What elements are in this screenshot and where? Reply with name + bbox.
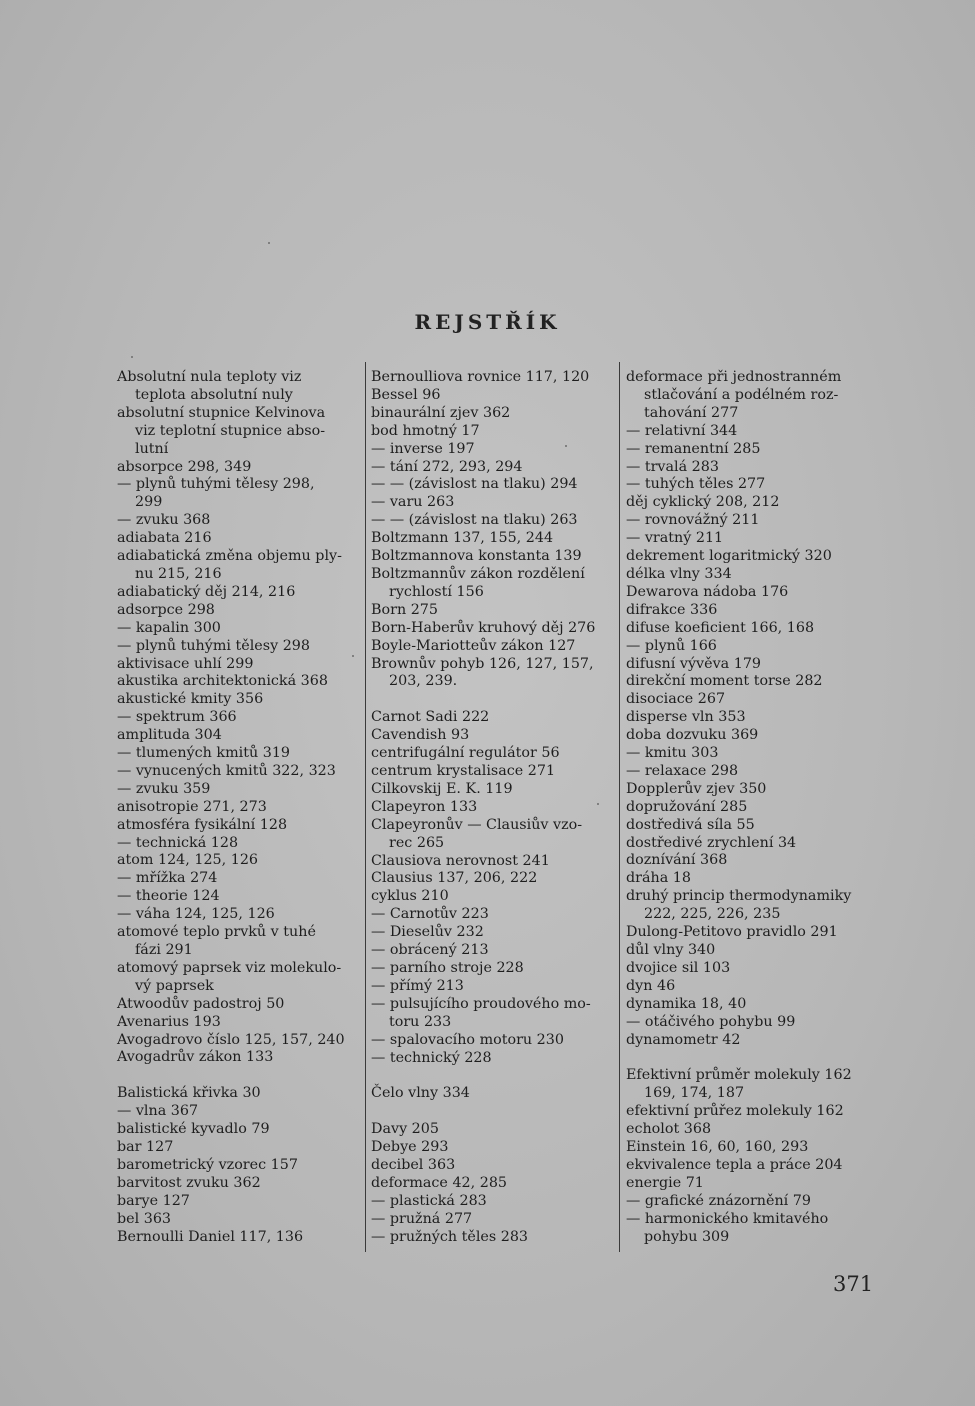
index-entry bbox=[626, 996, 870, 1014]
index-entry bbox=[117, 1103, 357, 1121]
index-entry-continuation: tahování 277 bbox=[644, 404, 739, 421]
index-entry bbox=[371, 727, 614, 745]
index-entry-text: Born-Haberův kruhový děj 276 bbox=[371, 619, 596, 636]
index-entry bbox=[371, 494, 614, 512]
index-entry bbox=[626, 1211, 870, 1247]
index-entry bbox=[117, 870, 357, 888]
index-entry-text: — pružná 277 bbox=[371, 1210, 473, 1227]
index-entry-text: — spektrum 366 bbox=[117, 709, 237, 726]
index-entry-text: absolutní stupnice Kelvinova bbox=[117, 404, 326, 421]
index-entry-text: — kmitu 303 bbox=[626, 745, 719, 762]
index-entry bbox=[371, 638, 614, 656]
index-entry-text: deformace 42, 285 bbox=[371, 1175, 508, 1192]
section-gap bbox=[371, 1103, 614, 1121]
index-entry bbox=[371, 906, 614, 924]
index-entry bbox=[371, 709, 614, 727]
index-entry-text: adsorpce 298 bbox=[117, 601, 215, 618]
index-entry bbox=[371, 1139, 614, 1157]
index-entry bbox=[626, 1103, 870, 1121]
section-gap bbox=[371, 691, 614, 709]
index-entry-text: — plynů tuhými tělesy 298, bbox=[117, 476, 315, 493]
index-entry-text: Brownův pohyb 126, 127, 157, bbox=[371, 655, 594, 672]
index-entry-text: — zvuku 368 bbox=[117, 512, 211, 529]
index-entry-text: atomové teplo prvků v tuhé bbox=[117, 924, 316, 941]
index-entry bbox=[371, 996, 614, 1032]
index-entry-continuation: lutní bbox=[135, 440, 169, 457]
index-entry-continuation: 299 bbox=[135, 494, 163, 511]
index-entry-text: dopružování 285 bbox=[626, 798, 748, 815]
page-title: REJSTŘÍK bbox=[414, 310, 561, 334]
paper-speck bbox=[268, 242, 270, 244]
index-entry bbox=[626, 673, 870, 691]
index-entry-text: — přímý 213 bbox=[371, 977, 464, 994]
index-entry-text: dynamika 18, 40 bbox=[626, 995, 747, 1012]
index-entry-text: Bessel 96 bbox=[371, 386, 441, 403]
index-entry-text: — plynů tuhými tělesy 298 bbox=[117, 637, 311, 654]
index-entry-continuation: nu 215, 216 bbox=[135, 565, 222, 582]
index-entry-text: — Dieselův 232 bbox=[371, 924, 484, 941]
index-entry bbox=[626, 530, 870, 548]
index-entry-text: děj cyklický 208, 212 bbox=[626, 494, 780, 511]
index-entry bbox=[371, 942, 614, 960]
index-entry-text: — plastická 283 bbox=[371, 1192, 487, 1209]
index-entry bbox=[371, 459, 614, 477]
index-entry bbox=[371, 1175, 614, 1193]
paper-speck bbox=[597, 803, 599, 805]
index-entry-continuation: rec 265 bbox=[389, 834, 445, 851]
index-column-3 bbox=[626, 369, 870, 1247]
index-entry bbox=[626, 1193, 870, 1211]
index-entry-text: Clapeyronův — Clausiův vzo- bbox=[371, 816, 583, 833]
index-entry-text: Avogadrův zákon 133 bbox=[117, 1049, 274, 1066]
index-entry-text: Born 275 bbox=[371, 601, 438, 618]
index-entry bbox=[371, 405, 614, 423]
index-entry bbox=[626, 745, 870, 763]
index-entry-text: Einstein 16, 60, 160, 293 bbox=[626, 1139, 809, 1156]
index-entry bbox=[626, 1121, 870, 1139]
index-entry-text: — technická 128 bbox=[117, 834, 239, 851]
index-entry bbox=[626, 978, 870, 996]
index-entry-text: — trvalá 283 bbox=[626, 458, 719, 475]
index-entry-continuation: 203, 239. bbox=[389, 673, 458, 690]
index-entry bbox=[117, 1032, 357, 1050]
index-entry bbox=[117, 1157, 357, 1175]
index-entry bbox=[117, 1014, 357, 1032]
index-entry-text: deformace při jednostranném bbox=[626, 369, 842, 385]
index-entry bbox=[117, 620, 357, 638]
index-entry-text: — váha 124, 125, 126 bbox=[117, 906, 275, 923]
paper-speck bbox=[352, 655, 354, 657]
index-entry-text: Boltzmannův zákon rozdělení bbox=[371, 565, 585, 582]
index-entry bbox=[117, 835, 357, 853]
section-gap bbox=[371, 1067, 614, 1085]
section-gap bbox=[117, 1067, 357, 1085]
index-entry-text: Dewarova nádoba 176 bbox=[626, 583, 789, 600]
index-entry-text: dynamometr 42 bbox=[626, 1031, 741, 1048]
index-entry bbox=[371, 423, 614, 441]
index-entry-text: disperse vln 353 bbox=[626, 709, 746, 726]
index-entry-text: Efektivní průměr molekuly 162 bbox=[626, 1067, 852, 1084]
index-entry-text: — vratný 211 bbox=[626, 530, 724, 547]
index-entry-text: — parního stroje 228 bbox=[371, 960, 524, 976]
index-entry bbox=[626, 781, 870, 799]
index-entry-text: centrum krystalisace 271 bbox=[371, 763, 556, 780]
index-entry-text: — tuhých těles 277 bbox=[626, 476, 766, 493]
index-entry bbox=[371, 799, 614, 817]
index-entry bbox=[371, 566, 614, 602]
index-entry-text: bar 127 bbox=[117, 1139, 174, 1156]
index-entry bbox=[117, 906, 357, 924]
index-entry-text: Dopplerův zjev 350 bbox=[626, 780, 767, 797]
index-entry-text: Atwoodův padostroj 50 bbox=[117, 995, 285, 1012]
index-entry bbox=[117, 530, 357, 548]
index-entry-text: ekvivalence tepla a práce 204 bbox=[626, 1156, 843, 1173]
index-entry-text: — relaxace 298 bbox=[626, 762, 739, 779]
index-entry-text: akustika architektonická 368 bbox=[117, 673, 328, 690]
index-entry bbox=[626, 1032, 870, 1050]
index-entry-text: bod hmotný 17 bbox=[371, 422, 480, 439]
index-entry-text: dvojice sil 103 bbox=[626, 959, 731, 976]
index-entry-text: binaurální zjev 362 bbox=[371, 404, 511, 421]
index-entry bbox=[371, 960, 614, 978]
index-entry bbox=[626, 620, 870, 638]
index-entry-text: aktivisace uhlí 299 bbox=[117, 655, 254, 672]
index-entry bbox=[371, 441, 614, 459]
index-entry-text: adiabatický děj 214, 216 bbox=[117, 583, 296, 600]
index-entry bbox=[626, 512, 870, 530]
index-entry-continuation: 169, 174, 187 bbox=[644, 1085, 745, 1102]
index-entry bbox=[371, 1085, 614, 1103]
index-entry-text: echolot 368 bbox=[626, 1121, 712, 1138]
index-entry bbox=[371, 870, 614, 888]
index-entry bbox=[626, 1139, 870, 1157]
index-entry-continuation: stlačování a podélném roz- bbox=[644, 386, 839, 403]
index-entry-text: absorpce 298, 349 bbox=[117, 458, 252, 475]
index-entry-text: — zvuku 359 bbox=[117, 780, 211, 797]
index-entry bbox=[371, 602, 614, 620]
index-entry-text: cyklus 210 bbox=[371, 888, 449, 905]
index-entry-continuation: rychlostí 156 bbox=[389, 583, 484, 600]
index-entry bbox=[117, 799, 357, 817]
index-entry bbox=[371, 369, 614, 387]
index-entry-text: doznívání 368 bbox=[626, 852, 728, 869]
index-entry-text: bel 363 bbox=[117, 1210, 172, 1227]
index-entry bbox=[117, 745, 357, 763]
index-entry-text: — pružných těles 283 bbox=[371, 1228, 529, 1245]
index-entry bbox=[117, 763, 357, 781]
index-entry-text: Carnot Sadi 222 bbox=[371, 709, 490, 726]
index-entry bbox=[626, 566, 870, 584]
index-entry bbox=[371, 978, 614, 996]
index-entry bbox=[117, 1139, 357, 1157]
index-entry-text: barye 127 bbox=[117, 1192, 190, 1209]
index-entry bbox=[626, 602, 870, 620]
index-entry bbox=[371, 656, 614, 692]
index-entry bbox=[371, 888, 614, 906]
index-entry-text: difrakce 336 bbox=[626, 601, 718, 618]
index-entry-text: — vlna 367 bbox=[117, 1103, 199, 1120]
index-entry bbox=[626, 441, 870, 459]
index-entry-text: disociace 267 bbox=[626, 691, 726, 708]
index-entry-text: atom 124, 125, 126 bbox=[117, 852, 259, 869]
index-entry bbox=[626, 459, 870, 477]
index-entry bbox=[371, 1229, 614, 1247]
index-entry bbox=[626, 1157, 870, 1175]
index-entry-text: energie 71 bbox=[626, 1174, 704, 1191]
index-entry-text: akustické kmity 356 bbox=[117, 691, 264, 708]
index-entry-text: doba dozvuku 369 bbox=[626, 727, 759, 744]
index-entry-text: — varu 263 bbox=[371, 494, 455, 511]
index-entry-text: Davy 205 bbox=[371, 1121, 439, 1138]
index-entry-text: Avenarius 193 bbox=[117, 1013, 221, 1030]
index-entry bbox=[626, 1067, 870, 1103]
index-entry-text: Absolutní nula teploty viz bbox=[117, 369, 302, 385]
index-entry-continuation: vý paprsek bbox=[135, 977, 214, 994]
index-entry-text: Dulong-Petitovo pravidlo 291 bbox=[626, 924, 838, 941]
index-entry bbox=[626, 870, 870, 888]
index-entry bbox=[117, 960, 357, 996]
index-entry-text: — kapalin 300 bbox=[117, 619, 221, 636]
index-entry bbox=[117, 405, 357, 459]
index-entry bbox=[371, 1157, 614, 1175]
index-entry bbox=[626, 476, 870, 494]
index-entry bbox=[626, 835, 870, 853]
section-gap bbox=[626, 1049, 870, 1067]
index-entry bbox=[117, 691, 357, 709]
index-entry bbox=[626, 548, 870, 566]
index-entry-text: Boltzmannova konstanta 139 bbox=[371, 548, 582, 565]
index-entry bbox=[626, 656, 870, 674]
index-entry-text: — technický 228 bbox=[371, 1049, 492, 1066]
index-entry-text: adiabatická změna objemu ply- bbox=[117, 548, 342, 565]
index-entry-text: dostředivé zrychlení 34 bbox=[626, 834, 797, 851]
index-entry-text: difuse koeficient 166, 168 bbox=[626, 619, 815, 636]
index-entry bbox=[371, 1193, 614, 1211]
column-divider bbox=[619, 362, 620, 1252]
index-column-1 bbox=[117, 369, 357, 1247]
index-entry bbox=[371, 1211, 614, 1229]
index-entry-continuation: pohybu 309 bbox=[644, 1228, 730, 1245]
index-entry bbox=[626, 960, 870, 978]
index-entry bbox=[117, 1229, 357, 1247]
index-entry-text: — mřížka 274 bbox=[117, 870, 218, 887]
index-entry bbox=[371, 1050, 614, 1068]
index-entry-text: Debye 293 bbox=[371, 1139, 449, 1156]
index-entry-text: barvitost zvuku 362 bbox=[117, 1174, 261, 1191]
index-entry bbox=[117, 888, 357, 906]
index-entry-continuation: viz teplotní stupnice abso- bbox=[135, 422, 326, 439]
index-entry bbox=[626, 799, 870, 817]
index-entry-text: dekrement logaritmický 320 bbox=[626, 548, 832, 565]
index-entry-text: anisotropie 271, 273 bbox=[117, 798, 267, 815]
index-entry-text: — vynucených kmitů 322, 323 bbox=[117, 762, 336, 779]
index-entry bbox=[117, 512, 357, 530]
index-entry bbox=[371, 1121, 614, 1139]
index-entry bbox=[117, 673, 357, 691]
index-entry bbox=[626, 638, 870, 656]
index-entry bbox=[117, 1085, 357, 1103]
index-entry-text: decibel 363 bbox=[371, 1157, 456, 1174]
index-entry bbox=[626, 763, 870, 781]
index-entry-text: Čelo vlny 334 bbox=[371, 1085, 470, 1102]
index-entry-text: — grafické znázornění 79 bbox=[626, 1192, 811, 1209]
index-entry-text: dráha 18 bbox=[626, 870, 691, 887]
index-entry-text: Bernoulli Daniel 117, 136 bbox=[117, 1228, 304, 1245]
index-entry bbox=[371, 387, 614, 405]
index-entry bbox=[626, 691, 870, 709]
index-entry bbox=[117, 548, 357, 584]
index-entry-text: efektivní průřez molekuly 162 bbox=[626, 1103, 844, 1120]
index-entry-text: — relativní 344 bbox=[626, 422, 738, 439]
index-entry-text: — rovnovážný 211 bbox=[626, 512, 760, 529]
index-entry-text: centrifugální regulátor 56 bbox=[371, 745, 560, 762]
index-entry bbox=[117, 817, 357, 835]
index-entry bbox=[117, 709, 357, 727]
index-entry-text: — Carnotův 223 bbox=[371, 906, 489, 923]
paper-speck bbox=[565, 445, 567, 447]
index-entry-text: — pulsujícího proudového mo- bbox=[371, 995, 591, 1012]
index-entry-continuation: toru 233 bbox=[389, 1013, 452, 1030]
index-entry bbox=[117, 1049, 357, 1067]
index-entry bbox=[371, 763, 614, 781]
index-entry-text: atomový paprsek viz molekulo- bbox=[117, 959, 342, 976]
index-entry bbox=[626, 924, 870, 942]
index-entry-text: — inverse 197 bbox=[371, 440, 475, 457]
index-entry-continuation: 222, 225, 226, 235 bbox=[644, 906, 781, 923]
index-entry bbox=[626, 1014, 870, 1032]
index-entry bbox=[117, 584, 357, 602]
index-entry-text: — — (závislost na tlaku) 263 bbox=[371, 512, 578, 529]
index-entry-text: Clausiova nerovnost 241 bbox=[371, 852, 550, 869]
index-entry bbox=[371, 512, 614, 530]
index-entry-text: délka vlny 334 bbox=[626, 565, 732, 582]
index-entry bbox=[626, 423, 870, 441]
index-entry bbox=[117, 656, 357, 674]
index-entry-text: Balistická křivka 30 bbox=[117, 1085, 261, 1102]
index-entry bbox=[117, 459, 357, 477]
index-entry bbox=[371, 817, 614, 853]
index-entry bbox=[626, 584, 870, 602]
index-entry-text: — — (závislost na tlaku) 294 bbox=[371, 476, 578, 493]
index-entry-text: Clausius 137, 206, 222 bbox=[371, 870, 538, 887]
index-entry bbox=[117, 638, 357, 656]
index-entry-text: balistické kyvadlo 79 bbox=[117, 1121, 270, 1138]
index-entry-text: adiabata 216 bbox=[117, 530, 212, 547]
index-entry-text: barometrický vzorec 157 bbox=[117, 1156, 298, 1173]
index-entry bbox=[117, 1211, 357, 1229]
index-entry bbox=[626, 1175, 870, 1193]
column-divider bbox=[365, 362, 366, 1252]
index-entry bbox=[626, 494, 870, 512]
index-entry-text: druhý princip thermodynamiky bbox=[626, 888, 852, 905]
index-entry bbox=[371, 548, 614, 566]
index-entry bbox=[626, 942, 870, 960]
index-entry-text: dostředivá síla 55 bbox=[626, 816, 755, 833]
index-entry-text: atmosféra fysikální 128 bbox=[117, 816, 288, 833]
index-entry-text: Boltzmann 137, 155, 244 bbox=[371, 530, 554, 547]
index-entry bbox=[371, 530, 614, 548]
index-entry-text: — otáčivého pohybu 99 bbox=[626, 1013, 796, 1030]
index-entry-text: difusní vývěva 179 bbox=[626, 655, 762, 672]
index-entry-text: — spalovacího motoru 230 bbox=[371, 1031, 564, 1048]
index-entry bbox=[371, 781, 614, 799]
index-entry bbox=[371, 745, 614, 763]
index-entry bbox=[117, 602, 357, 620]
index-entry bbox=[117, 781, 357, 799]
index-entry bbox=[117, 369, 357, 405]
index-entry-text: — plynů 166 bbox=[626, 637, 717, 654]
index-entry-text: — remanentní 285 bbox=[626, 440, 761, 457]
index-entry bbox=[371, 620, 614, 638]
index-entry-text: — harmonického kmitavého bbox=[626, 1210, 829, 1227]
index-entry-continuation: teplota absolutní nuly bbox=[135, 386, 293, 403]
index-entry-text: Bernoulliova rovnice 117, 120 bbox=[371, 369, 590, 385]
index-entry bbox=[371, 1032, 614, 1050]
index-entry-text: — tlumených kmitů 319 bbox=[117, 745, 291, 762]
page-number: 371 bbox=[833, 1272, 874, 1296]
index-entry bbox=[117, 727, 357, 745]
index-entry-text: Clapeyron 133 bbox=[371, 798, 478, 815]
index-entry bbox=[117, 924, 357, 960]
index-entry-text: — theorie 124 bbox=[117, 888, 220, 905]
index-entry bbox=[371, 476, 614, 494]
index-entry-continuation: fázi 291 bbox=[135, 942, 193, 958]
index-entry bbox=[626, 709, 870, 727]
index-entry bbox=[626, 727, 870, 745]
index-entry-text: amplituda 304 bbox=[117, 727, 222, 744]
index-entry-text: důl vlny 340 bbox=[626, 942, 716, 958]
index-entry bbox=[117, 852, 357, 870]
index-entry-text: direkční moment torse 282 bbox=[626, 673, 823, 690]
index-entry-text: Avogadrovo číslo 125, 157, 240 bbox=[117, 1031, 345, 1048]
index-entry-text: — obrácený 213 bbox=[371, 942, 489, 959]
index-entry bbox=[117, 1121, 357, 1139]
index-entry bbox=[371, 853, 614, 871]
index-entry bbox=[626, 888, 870, 924]
index-column-2 bbox=[371, 369, 614, 1247]
paper-speck bbox=[131, 356, 133, 358]
index-entry-text: Cavendish 93 bbox=[371, 727, 470, 744]
index-entry bbox=[117, 1175, 357, 1193]
index-entry-text: Cilkovskij E. K. 119 bbox=[371, 780, 513, 797]
index-entry bbox=[626, 817, 870, 835]
index-entry bbox=[626, 369, 870, 423]
index-entry bbox=[626, 852, 870, 870]
index-entry-text: Boyle-Mariotteův zákon 127 bbox=[371, 637, 576, 654]
index-entry-text: — tání 272, 293, 294 bbox=[371, 458, 523, 475]
index-entry bbox=[117, 996, 357, 1014]
index-entry bbox=[117, 476, 357, 512]
index-entry-text: dyn 46 bbox=[626, 977, 676, 994]
index-entry bbox=[117, 1193, 357, 1211]
index-entry bbox=[371, 924, 614, 942]
